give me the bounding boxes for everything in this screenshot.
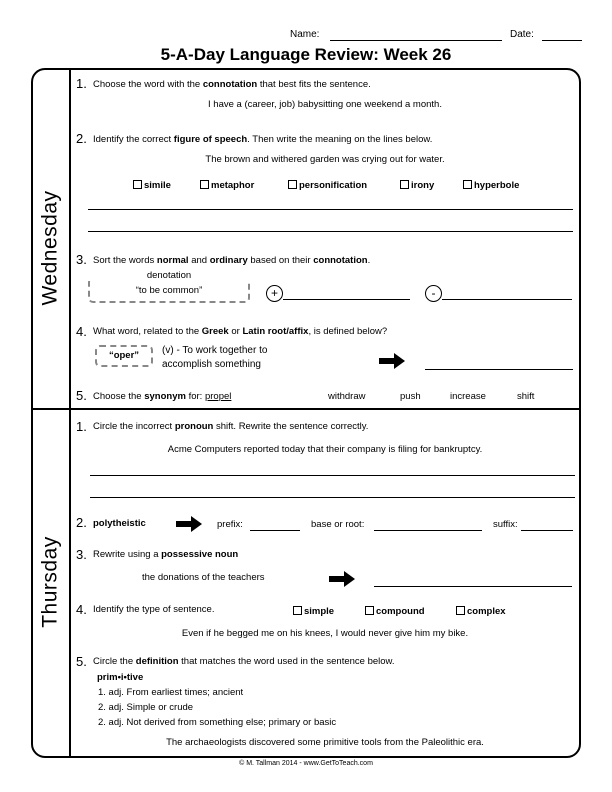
plus-icon: + [266,285,283,302]
t-q1-prompt: Circle the incorrect pronoun shift. Rewrite the sentence correctly. [93,421,369,432]
w-q1-number: 1. [76,76,87,91]
minus-icon: - [425,285,442,302]
arrow-right-icon [329,571,355,587]
date-label: Date: [510,29,534,40]
w-q2-answer-line[interactable] [88,231,573,232]
w-q4-root: “oper” [108,350,140,361]
day-divider [32,408,580,410]
name-line[interactable] [330,40,502,41]
w-q5-option[interactable]: increase [450,391,486,402]
w-q2-number: 2. [76,131,87,146]
t-q5-sentence: The archaeologists discovered some primitive tools from the Paleolithic era. [166,737,484,748]
checkbox-icon[interactable] [288,180,297,189]
w-q4-definition-line1: (v) - To work together to [162,345,268,356]
w-q4-number: 4. [76,324,87,339]
w-q5-number: 5. [76,388,87,403]
t-q2-suffix-label: suffix: [493,519,518,530]
t-q2-root-line[interactable] [374,530,482,531]
t-q2-suffix-line[interactable] [521,530,573,531]
w-q1-prompt: Choose the word with the connotation that best fits the sentence. [93,79,371,90]
day-label-thursday: Thursday [38,536,62,628]
worksheet-frame [31,68,581,758]
w-q4-prompt: What word, related to the Greek or Latin root/affix, is defined below? [93,326,388,337]
name-label: Name: [290,29,320,40]
t-q4-option-complex[interactable]: complex [456,606,506,617]
t-q4-option-simple[interactable]: simple [293,606,334,617]
w-q2-option-hyperbole[interactable]: hyperbole [463,180,519,191]
t-q5-definition-1[interactable]: 1. adj. From earliest times; ancient [98,687,244,698]
t-q2-word: polytheistic [93,518,146,529]
t-q4-prompt: Identify the type of sentence. [93,604,215,615]
t-q5-definition-2[interactable]: 2. adj. Simple or crude [98,702,194,713]
page-title: 5-A-Day Language Review: Week 26 [160,45,452,64]
checkbox-icon[interactable] [293,606,302,615]
checkbox-icon[interactable] [463,180,472,189]
w-q5-option[interactable]: withdraw [328,391,366,402]
w-q5-option[interactable]: shift [517,391,535,402]
footer-copyright: © M. Tallman 2014 - www.GetToTeach.com [239,760,373,767]
checkbox-icon[interactable] [365,606,374,615]
w-q3-negative-line[interactable] [442,299,572,300]
t-q2-root-label: base or root: [311,519,365,530]
w-q5-option[interactable]: push [400,391,421,402]
t-q3-answer-line[interactable] [374,586,572,587]
w-q3-box-text: “to be common” [135,285,203,296]
t-q1-answer-line[interactable] [90,497,575,498]
t-q5-number: 5. [76,654,87,669]
day-label-wednesday: Wednesday [38,190,62,306]
t-q3-number: 3. [76,547,87,562]
t-q2-prefix-line[interactable] [250,530,300,531]
checkbox-icon[interactable] [400,180,409,189]
t-q5-word: prim•i•tive [97,672,144,683]
t-q4-option-compound[interactable]: compound [365,606,425,617]
w-q2-option-metaphor[interactable]: metaphor [200,180,254,191]
w-q2-option-irony[interactable]: irony [400,180,434,191]
t-q3-phrase: the donations of the teachers [142,572,265,583]
t-q1-number: 1. [76,419,87,434]
w-q2-answer-line[interactable] [88,209,573,210]
checkbox-icon[interactable] [456,606,465,615]
t-q4-sentence: Even if he begged me on his knees, I would never give him my bike. [181,628,469,639]
w-q4-answer-line[interactable] [425,369,573,370]
arrow-right-icon [176,516,202,532]
t-q1-sentence: Acme Computers reported today that their company is filing for bankruptcy. [167,444,483,455]
checkbox-icon[interactable] [200,180,209,189]
day-column-divider [69,69,71,757]
t-q2-number: 2. [76,515,87,530]
t-q1-answer-line[interactable] [90,475,575,476]
t-q5-definition-3[interactable]: 2. adj. Not derived from something else; primary or basic [98,717,337,728]
w-q1-sentence: I have a (career, job) babysitting one weekend a month. [208,99,442,110]
w-q2-option-personification[interactable]: personification [288,180,367,191]
checkbox-icon[interactable] [133,180,142,189]
t-q5-prompt: Circle the definition that matches the word used in the sentence below. [93,656,395,667]
t-q4-number: 4. [76,602,87,617]
w-q2-option-simile[interactable]: simile [133,180,171,191]
w-q3-prompt: Sort the words normal and ordinary based on their connotation. [93,255,371,266]
w-q3-number: 3. [76,252,87,267]
w-q2-prompt: Identify the correct figure of speech. Then write the meaning on the lines below. [93,134,433,145]
w-q5-prompt: Choose the synonym for: propel [93,391,232,402]
w-q3-positive-line[interactable] [283,299,410,300]
t-q2-prefix-label: prefix: [217,519,243,530]
w-q2-sentence: The brown and withered garden was crying out for water. [205,154,445,165]
w-q3-box-title: denotation [88,271,250,281]
t-q3-prompt: Rewrite using a possessive noun [93,549,239,560]
w-q4-definition-line2: accomplish something [162,359,261,370]
arrow-right-icon [379,353,405,369]
date-line[interactable] [542,40,582,41]
